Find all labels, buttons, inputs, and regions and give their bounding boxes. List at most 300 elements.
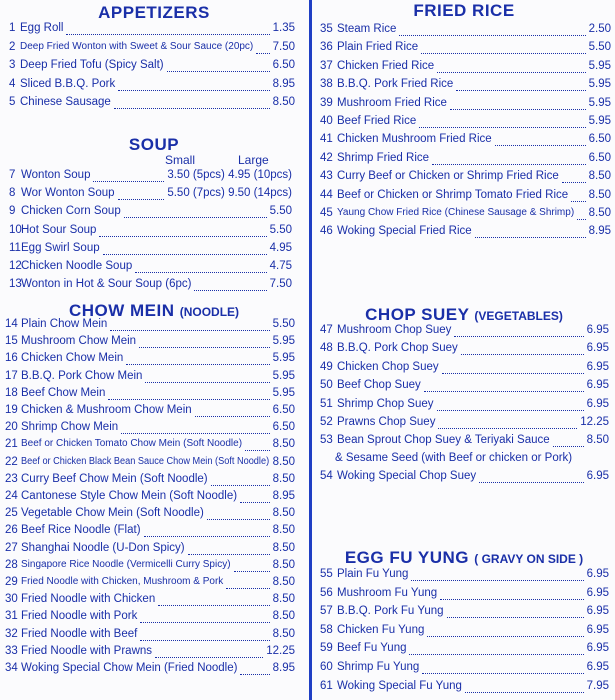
item-name: Woking Special Fried Rice bbox=[337, 225, 472, 238]
menu-item bbox=[0, 421, 308, 439]
item-price: 6.95 bbox=[586, 623, 609, 636]
menu-item bbox=[313, 152, 615, 170]
dot-leader bbox=[114, 96, 270, 109]
item-name: Cantonese Style Chow Mein (Soft Noodle) bbox=[21, 490, 238, 502]
menu-item bbox=[0, 242, 308, 260]
chop-suey-title-text: CHOP SUEY bbox=[365, 305, 470, 324]
item-name: Chicken & Mushroom Chow Mein bbox=[21, 404, 192, 416]
item-number: 26 bbox=[5, 524, 18, 537]
item-price: 6.95 bbox=[586, 586, 609, 599]
menu-item bbox=[0, 524, 308, 542]
item-number: 9 bbox=[9, 205, 16, 218]
dot-leader bbox=[167, 59, 270, 72]
item-name: Steam Rice bbox=[337, 23, 397, 35]
item-price: 12.25 bbox=[580, 416, 609, 428]
item-name: B.B.Q. Pork Chop Suey bbox=[337, 342, 458, 355]
dot-leader bbox=[93, 169, 164, 182]
dot-leader bbox=[124, 205, 267, 218]
dot-leader bbox=[424, 379, 584, 392]
menu-item bbox=[0, 41, 308, 59]
item-number: 47 bbox=[320, 324, 333, 336]
soup-size-small: Small bbox=[165, 153, 196, 167]
dot-leader bbox=[188, 542, 270, 555]
item-price: 5.95 bbox=[588, 96, 611, 109]
item-price: 12.25 bbox=[266, 644, 295, 657]
item-price: 8.50 bbox=[272, 455, 295, 468]
item-price: 8.95 bbox=[272, 490, 295, 502]
egg-fu-yung-title bbox=[313, 548, 615, 568]
item-price: 5.95 bbox=[272, 369, 295, 382]
chop-suey-subtitle: (VEGETABLES) bbox=[474, 309, 563, 323]
item-number: 1 bbox=[9, 22, 16, 34]
menu-item bbox=[313, 568, 615, 586]
item-price: 8.50 bbox=[272, 96, 295, 108]
menu-item bbox=[0, 260, 308, 278]
item-price: 7.50 bbox=[272, 40, 295, 53]
item-number: 10 bbox=[9, 223, 22, 236]
item-number: 41 bbox=[320, 133, 333, 146]
item-name: B.B.Q. Pork Fried Rice bbox=[337, 78, 454, 91]
item-number: 40 bbox=[320, 115, 333, 127]
dot-leader bbox=[454, 324, 584, 337]
item-number: 18 bbox=[5, 386, 18, 399]
dot-leader bbox=[456, 78, 586, 91]
menu-item bbox=[0, 187, 308, 205]
item-number: 55 bbox=[320, 568, 333, 580]
item-number: 16 bbox=[5, 352, 18, 365]
dot-leader bbox=[475, 225, 586, 238]
dot-leader bbox=[432, 152, 586, 165]
item-number: 32 bbox=[5, 627, 18, 640]
item-name: Chicken Corn Soup bbox=[21, 205, 121, 218]
item-number: 44 bbox=[320, 188, 333, 201]
item-number: 22 bbox=[5, 455, 18, 468]
menu-item bbox=[0, 645, 308, 663]
item-number: 60 bbox=[320, 661, 333, 673]
dot-leader bbox=[427, 624, 584, 637]
menu-item bbox=[313, 624, 615, 642]
dot-leader bbox=[118, 187, 164, 200]
chow-mein-subtitle: (NOODLE) bbox=[179, 305, 240, 319]
menu-item bbox=[313, 60, 615, 78]
item-number: 23 bbox=[5, 472, 18, 485]
dot-leader bbox=[450, 97, 586, 110]
item-name: Egg Roll bbox=[20, 22, 64, 34]
item-price: 8.50 bbox=[272, 524, 295, 537]
menu-item bbox=[0, 59, 308, 77]
menu-item bbox=[0, 662, 308, 680]
item-number: 61 bbox=[320, 679, 333, 692]
menu-item bbox=[0, 78, 308, 96]
dot-leader bbox=[145, 370, 270, 383]
menu-item bbox=[0, 278, 308, 296]
menu-item bbox=[0, 507, 308, 525]
item-name: Chicken Chop Suey bbox=[337, 360, 439, 373]
dot-leader bbox=[103, 242, 267, 255]
item-name: Mushroom Chop Suey bbox=[337, 324, 452, 336]
soup-title: SOUP bbox=[128, 135, 180, 154]
fried-rice-title: FRIED RICE bbox=[413, 1, 515, 20]
dot-leader bbox=[411, 568, 584, 581]
menu-item bbox=[0, 456, 308, 474]
dot-leader bbox=[121, 421, 270, 434]
item-name: Bean Sprout Chop Suey & Teriyaki Sauce bbox=[337, 434, 550, 447]
item-price: 5.50 bbox=[269, 205, 292, 218]
item-price: 5.50 bbox=[272, 318, 295, 330]
item-price: 5.95 bbox=[588, 78, 611, 91]
egg-fu-yung-title-text: EGG FU YUNG bbox=[344, 548, 470, 567]
dot-leader bbox=[495, 133, 586, 146]
menu-item bbox=[0, 387, 308, 405]
item-number: 37 bbox=[320, 59, 333, 72]
item-name: Plain Fu Yung bbox=[337, 568, 409, 580]
menu-item bbox=[0, 169, 308, 187]
dot-leader bbox=[553, 434, 584, 447]
menu-item bbox=[0, 610, 308, 628]
item-number: 30 bbox=[5, 593, 18, 606]
item-name: Prawns Chop Suey bbox=[337, 416, 436, 428]
menu-item bbox=[313, 587, 615, 605]
item-number: 31 bbox=[5, 610, 18, 623]
item-price: 6.50 bbox=[588, 151, 611, 164]
item-name: Beef Chop Suey bbox=[337, 379, 421, 392]
item-price: 6.50 bbox=[588, 133, 611, 146]
item-number: 12 bbox=[9, 260, 22, 272]
item-price: 4.75 bbox=[269, 260, 292, 272]
dot-leader bbox=[571, 189, 586, 202]
item-number: 57 bbox=[320, 605, 333, 618]
item-name: Fried Noodle with Pork bbox=[21, 610, 138, 623]
menu-item bbox=[313, 324, 615, 342]
menu-item bbox=[313, 642, 615, 660]
item-price: 6.95 bbox=[586, 397, 609, 410]
item-name: Vegetable Chow Mein (Soft Noodle) bbox=[21, 507, 204, 520]
dot-leader bbox=[256, 41, 270, 54]
item-name: Sliced B.B.Q. Pork bbox=[20, 77, 116, 90]
item-name: Hot Sour Soup bbox=[21, 223, 97, 236]
item-name: Deep Fried Wonton with Sweet & Sour Sauce (20pc) bbox=[20, 40, 254, 52]
item-number: 25 bbox=[5, 507, 18, 520]
menu-item bbox=[313, 133, 615, 151]
item-number: 5 bbox=[9, 96, 16, 108]
item-name: Curry Beef Chow Mein (Soft Noodle) bbox=[21, 472, 208, 485]
item-price: 5.50 bbox=[269, 223, 292, 236]
item-price: 6.95 bbox=[586, 642, 609, 655]
item-name: Beef or Chicken Tomato Chow Mein (Soft Noodle) bbox=[21, 438, 243, 450]
dot-leader bbox=[240, 490, 270, 503]
dot-leader bbox=[226, 576, 270, 589]
item-name: B.B.Q. Pork Chow Mein bbox=[21, 369, 143, 382]
item-name: Shrimp Chow Mein bbox=[21, 421, 119, 434]
item-number: 27 bbox=[5, 541, 18, 554]
menu-item bbox=[0, 370, 308, 388]
item-name: Chicken Fried Rice bbox=[337, 59, 435, 72]
item-name: Beef Rice Noodle (Flat) bbox=[21, 524, 141, 537]
menu-item bbox=[0, 438, 308, 456]
dot-leader bbox=[577, 207, 586, 220]
item-price: 7.50 bbox=[269, 278, 292, 291]
item-number: 42 bbox=[320, 151, 333, 164]
item-price: 8.95 bbox=[272, 662, 295, 674]
item-number: 39 bbox=[320, 96, 333, 109]
item-number: 24 bbox=[5, 490, 18, 502]
menu-item bbox=[313, 605, 615, 623]
item-name: Beef Chow Mein bbox=[21, 386, 106, 399]
dot-leader bbox=[479, 470, 584, 483]
item-price: 8.50 bbox=[588, 207, 611, 219]
chop-suey-title bbox=[313, 305, 615, 325]
menu-item bbox=[0, 576, 308, 594]
item-price: 5.50 (7pcs) 9.50 (14pcs) bbox=[167, 187, 292, 200]
dot-leader bbox=[158, 593, 270, 606]
item-name: B.B.Q. Pork Fu Yung bbox=[337, 605, 444, 618]
menu-item bbox=[313, 41, 615, 59]
item-name: Fried Noodle with Prawns bbox=[21, 644, 153, 657]
dot-leader bbox=[442, 361, 584, 374]
dot-leader bbox=[135, 260, 267, 273]
menu-item bbox=[313, 78, 615, 96]
dot-leader bbox=[155, 645, 263, 658]
menu-item bbox=[0, 96, 308, 114]
item-number: 21 bbox=[5, 438, 18, 451]
item-number: 45 bbox=[320, 207, 333, 219]
item-name: Shrimp Fried Rice bbox=[337, 151, 430, 164]
dot-leader bbox=[465, 680, 584, 693]
dot-leader bbox=[139, 335, 270, 348]
dot-leader bbox=[144, 524, 270, 537]
item-name: Singapore Rice Noodle (Vermicelli Curry Spicy) bbox=[21, 558, 231, 570]
item-number: 56 bbox=[320, 586, 333, 599]
dot-leader bbox=[140, 610, 270, 623]
item-price: 3.50 (5pcs) 4.95 (10pcs) bbox=[167, 169, 292, 181]
menu-item bbox=[313, 434, 615, 452]
item-price: 5.95 bbox=[272, 335, 295, 348]
item-price: 6.95 bbox=[586, 360, 609, 373]
item-name: Fried Noodle with Beef bbox=[21, 627, 138, 640]
item-name: Wonton in Hot & Sour Soup (6pc) bbox=[21, 278, 192, 291]
menu-item bbox=[0, 224, 308, 242]
item-number: 51 bbox=[320, 397, 333, 410]
item-name: Egg Swirl Soup bbox=[21, 241, 100, 254]
item-name: Shanghai Noodle (U-Don Spicy) bbox=[21, 541, 185, 554]
menu-item bbox=[313, 189, 615, 207]
item-name: Wor Wonton Soup bbox=[21, 187, 115, 200]
item-number: 35 bbox=[320, 23, 333, 35]
menu-item bbox=[313, 115, 615, 133]
item-price: 8.50 bbox=[272, 438, 295, 451]
menu-item bbox=[0, 22, 308, 40]
dot-leader bbox=[118, 78, 270, 91]
item-name: Chicken Chow Mein bbox=[21, 352, 124, 365]
menu-item bbox=[313, 470, 615, 488]
menu-item bbox=[0, 404, 308, 422]
item-price: 1.35 bbox=[272, 22, 295, 34]
item-number: 54 bbox=[320, 469, 333, 482]
item-number: 33 bbox=[5, 644, 18, 657]
item-price: 7.95 bbox=[586, 679, 609, 692]
item-price: 8.50 bbox=[272, 610, 295, 623]
menu-item bbox=[0, 205, 308, 223]
item-number: 8 bbox=[9, 187, 16, 200]
item-price: 6.95 bbox=[586, 469, 609, 482]
item-price: 5.95 bbox=[272, 352, 295, 365]
item-number: 29 bbox=[5, 576, 18, 588]
menu-item bbox=[313, 225, 615, 243]
menu-item bbox=[0, 473, 308, 491]
item-name: Shrimp Chop Suey bbox=[337, 397, 434, 410]
item-name: Mushroom Fried Rice bbox=[337, 96, 447, 109]
item-number: 19 bbox=[5, 404, 18, 416]
item-price: 8.50 bbox=[272, 472, 295, 485]
item-price: 8.50 bbox=[272, 558, 295, 571]
dot-leader bbox=[419, 115, 586, 128]
menu-item bbox=[0, 593, 308, 611]
dot-leader bbox=[66, 22, 270, 35]
dot-leader bbox=[211, 473, 270, 486]
item-number: 36 bbox=[320, 41, 333, 54]
item-number: 50 bbox=[320, 379, 333, 392]
item-name: Curry Beef or Chicken or Shrimp Fried Rice bbox=[337, 170, 559, 183]
item-price: 6.50 bbox=[272, 421, 295, 434]
item-price: 8.50 bbox=[272, 507, 295, 520]
egg-fu-yung-subtitle: ( GRAVY ON SIDE ) bbox=[474, 552, 584, 566]
item-price: 8.50 bbox=[588, 170, 611, 183]
dot-leader bbox=[245, 438, 270, 451]
menu-item bbox=[0, 542, 308, 560]
column-divider bbox=[309, 0, 312, 700]
item-price: 5.95 bbox=[272, 386, 295, 399]
item-name: Fried Noodle with Chicken, Mushroom & Pork bbox=[21, 576, 224, 587]
menu-item bbox=[313, 398, 615, 416]
item-number: 46 bbox=[320, 225, 333, 238]
soup-size-large: Large bbox=[238, 153, 269, 167]
menu-item bbox=[0, 628, 308, 646]
item-price: 2.50 bbox=[588, 23, 611, 35]
item-name: Mushroom Chow Mein bbox=[21, 335, 137, 348]
dot-leader bbox=[421, 41, 586, 54]
item-price: 6.95 bbox=[586, 661, 609, 673]
item53-continuation: & Sesame Seed (with Beef or chicken or Pork) bbox=[335, 452, 573, 464]
menu-item bbox=[0, 318, 308, 336]
item-price: 8.95 bbox=[588, 225, 611, 238]
item-number: 38 bbox=[320, 78, 333, 91]
menu-item bbox=[313, 23, 615, 41]
item-name: Chicken Mushroom Fried Rice bbox=[337, 133, 492, 146]
item-price: 8.50 bbox=[272, 593, 295, 606]
menu-item bbox=[313, 342, 615, 360]
item-price: 6.95 bbox=[586, 605, 609, 618]
dot-leader bbox=[110, 318, 270, 331]
menu-item bbox=[313, 207, 615, 225]
dot-leader bbox=[126, 352, 270, 365]
item-number: 53 bbox=[320, 434, 333, 447]
item-price: 8.50 bbox=[586, 434, 609, 447]
item-price: 5.50 bbox=[588, 41, 611, 54]
dot-leader bbox=[422, 661, 584, 674]
item-number: 7 bbox=[9, 169, 16, 181]
dot-leader bbox=[437, 398, 584, 411]
item-name: Woking Special Fu Yung bbox=[337, 679, 462, 692]
menu-item bbox=[313, 361, 615, 379]
item-number: 59 bbox=[320, 642, 333, 655]
dot-leader bbox=[399, 23, 586, 36]
item-number: 34 bbox=[5, 662, 18, 674]
item-price: 4.95 bbox=[269, 241, 292, 254]
item-name: Wonton Soup bbox=[21, 169, 91, 181]
item-price: 6.95 bbox=[586, 568, 609, 580]
item-price: 8.50 bbox=[272, 576, 295, 588]
dot-leader bbox=[108, 387, 270, 400]
item-name: Mushroom Fu Yung bbox=[337, 586, 438, 599]
chow-mein-title-text: CHOW MEIN bbox=[68, 301, 175, 320]
dot-leader bbox=[234, 559, 270, 572]
item-name: Woking Special Chow Mein (Fried Noodle) bbox=[21, 662, 238, 674]
item-name: Chicken Fu Yung bbox=[337, 623, 425, 636]
item-price: 8.50 bbox=[272, 541, 295, 554]
item-number: 28 bbox=[5, 558, 18, 571]
item-name: Fried Noodle with Chicken bbox=[21, 593, 156, 606]
item-name: Beef Fried Rice bbox=[337, 115, 417, 127]
item-price: 6.95 bbox=[586, 342, 609, 355]
item-name: Chicken Noodle Soup bbox=[21, 260, 133, 272]
appetizers-title: APPETIZERS bbox=[98, 3, 210, 22]
item-name: Deep Fried Tofu (Spicy Salt) bbox=[20, 59, 164, 71]
menu-item bbox=[313, 379, 615, 397]
dot-leader bbox=[562, 170, 586, 183]
menu-item bbox=[0, 335, 308, 353]
item-number: 43 bbox=[320, 170, 333, 183]
item-price: 6.50 bbox=[272, 404, 295, 416]
menu-item bbox=[313, 97, 615, 115]
item-number: 4 bbox=[9, 77, 16, 90]
dot-leader bbox=[195, 404, 270, 417]
item-name: Woking Special Chop Suey bbox=[337, 469, 477, 482]
item-name: Beef Fu Yung bbox=[337, 642, 407, 655]
item-price: 6.95 bbox=[586, 324, 609, 336]
item-name: Plain Chow Mein bbox=[21, 318, 108, 330]
item-number: 58 bbox=[320, 623, 333, 636]
item-price: 8.95 bbox=[272, 77, 295, 90]
menu-item bbox=[313, 680, 615, 698]
item-price: 8.50 bbox=[588, 188, 611, 201]
item-number: 13 bbox=[9, 278, 22, 291]
menu-item bbox=[313, 661, 615, 679]
dot-leader bbox=[240, 662, 270, 675]
dot-leader bbox=[440, 587, 584, 600]
item-number: 49 bbox=[320, 360, 333, 373]
menu-item bbox=[0, 559, 308, 577]
item-name: Yaung Chow Fried Rice (Chinese Sausage & Shrimp) bbox=[337, 207, 575, 218]
dot-leader bbox=[447, 605, 584, 618]
dot-leader bbox=[437, 60, 586, 73]
item-price: 5.95 bbox=[588, 115, 611, 127]
item-number: 11 bbox=[9, 241, 21, 254]
item-name: Beef or Chicken Black Bean Sauce Chow Mein (Soft Noodle) bbox=[21, 455, 270, 467]
dot-leader bbox=[438, 416, 577, 429]
item-price: 8.50 bbox=[272, 627, 295, 640]
item-name: Beef or Chicken or Shrimp Tomato Fried Rice bbox=[337, 188, 569, 201]
menu-item bbox=[313, 170, 615, 188]
dot-leader bbox=[461, 342, 584, 355]
item-number: 20 bbox=[5, 421, 18, 434]
menu-item bbox=[0, 490, 308, 508]
dot-leader bbox=[207, 507, 270, 520]
item-number: 14 bbox=[5, 318, 18, 330]
dot-leader bbox=[140, 628, 270, 641]
item-number: 3 bbox=[9, 59, 16, 71]
item-price: 5.95 bbox=[588, 59, 611, 72]
item-number: 48 bbox=[320, 342, 333, 355]
